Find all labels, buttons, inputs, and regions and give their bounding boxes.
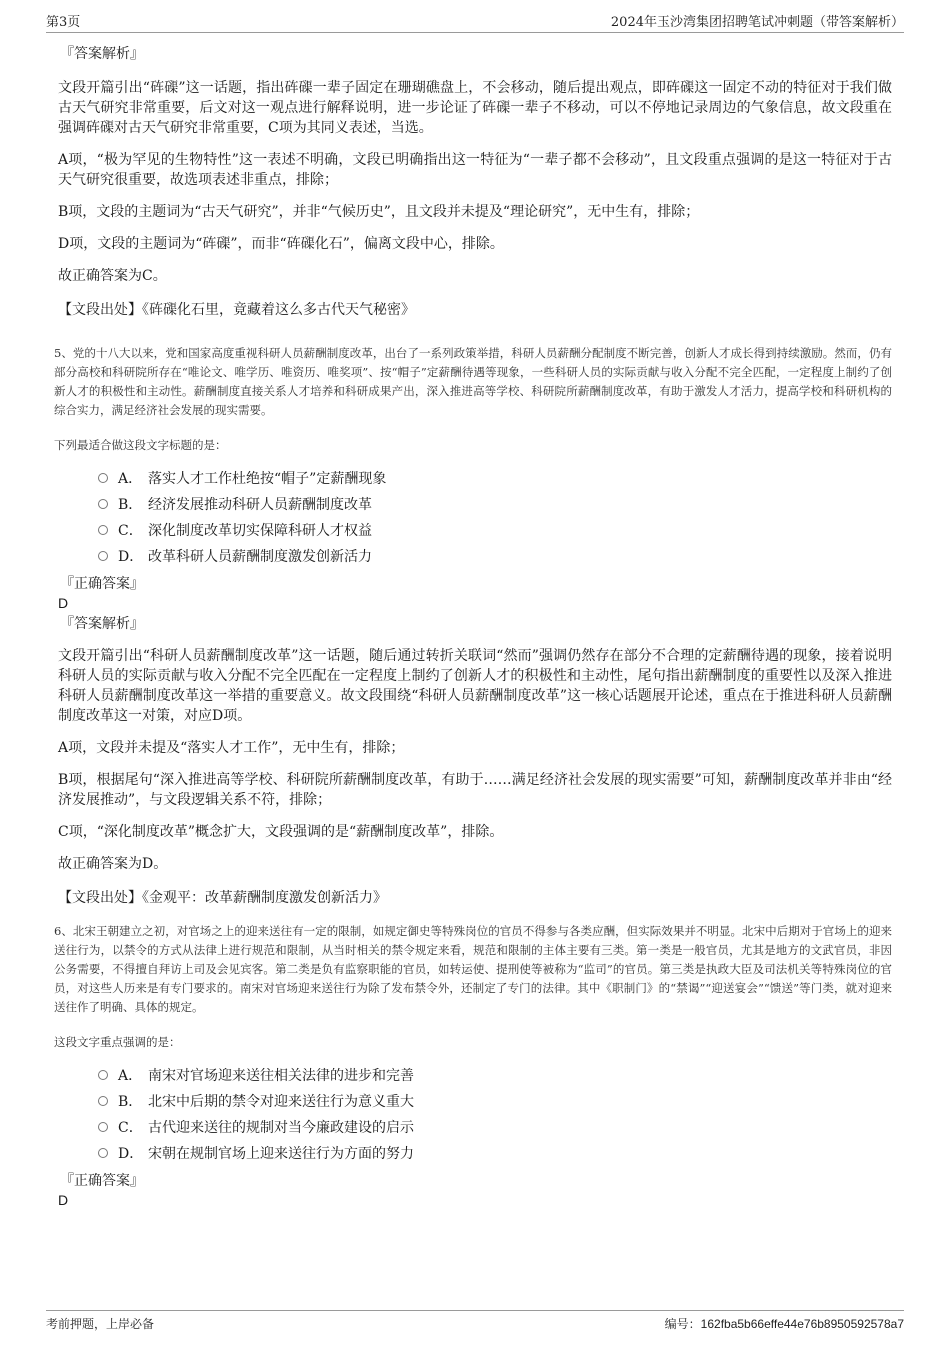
question-5	[54, 344, 892, 908]
page-content	[54, 44, 892, 1209]
radio-icon[interactable]	[98, 473, 108, 483]
source-citation: 【文段出处】《金观平：改革薪酬制度激发创新活力》	[58, 890, 387, 906]
option-c[interactable]: C． 古代迎来送往的规制对当今廉政建设的启示	[98, 1115, 892, 1141]
radio-icon[interactable]	[98, 1070, 108, 1080]
radio-icon[interactable]	[98, 1122, 108, 1132]
source-citation: 【文段出处】《砗磲化石里，竟藏着这么多古代天气秘密》	[58, 302, 415, 318]
question-text: 6、北宋王朝建立之初，对官场之上的迎来送往有一定的限制，如规定御史等特殊岗位的官员不得参与各类应酬，但实际效果并不明显。北宋中后期对于官场上的迎来送往行为，以禁令的方式从法律上进行规范和限制，从当时相关的禁令规定来看，规范和限制的主体主要有三类。第一类是一般官员，尤其是地方的文武官员，非因公务需要，不得擅自拜访上司及会见宾客。第二类是负有监察职能的官员，如转运使、提刑使等被称为“监司”的官员。第三类是执政大臣及司法机关等特殊岗位的官员，对这些人历来是有专门要求的。南宋对官场迎来送往行为除了发布禁令外，还制定了专门的法律。其中《职制门》的“禁谒”“迎送宴会”“馈送”等门类，就对迎来送往作了明确、具体的规定。	[54, 924, 892, 1014]
question-text: 5、党的十八大以来，党和国家高度重视科研人员薪酬制度改革，出台了一系列政策举措，科研人员薪酬分配制度不断完善，创新人才成长得到持续激励。然而，仍有部分高校和科研院所存在“唯论文、唯学历、唯资历、唯奖项”、按“帽子”定薪酬待遇等现象，一些科研人员的实际贡献与收入分配不完全匹配，一定程度上制约了创新人才的积极性和主动性。薪酬制度直接关系人才培养和科研成果产出，深入推进高等学校、科研院所薪酬制度改革，有助于激发人才活力，提高学校和科研机构的综合实力，满足经济社会发展的现实需要。	[54, 346, 892, 417]
option-d[interactable]: D． 宋朝在规制官场上迎来送往行为方面的努力	[98, 1141, 892, 1167]
radio-icon[interactable]	[98, 499, 108, 509]
question-6	[54, 922, 892, 1209]
question-prompt: 这段文字重点强调的是：	[54, 1035, 181, 1049]
question-prompt: 下列最适合做这段文字标题的是：	[54, 438, 227, 452]
code-value: 162fba5b66effe44e76b8950592578a7	[700, 1317, 904, 1331]
code-label: 编号：	[664, 1317, 701, 1331]
document-title: 2024年玉沙湾集团招聘笔试冲刺题（带答案解析）	[610, 15, 904, 30]
page-number: 第3页	[46, 15, 81, 30]
option-c[interactable]: C． 深化制度改革切实保障科研人才权益	[98, 518, 892, 544]
answer-label: 『正确答案』	[60, 1173, 144, 1189]
radio-icon[interactable]	[98, 525, 108, 535]
option-a[interactable]: A． 南宋对官场迎来送往相关法律的进步和完善	[98, 1063, 892, 1089]
option-d[interactable]: D． 改革科研人员薪酬制度激发创新活力	[98, 544, 892, 570]
analysis-paragraph: B项，根据尾句“深入推进高等学校、科研院所薪酬制度改革，有助于……满足经济社会发展的现实需要”可知，薪酬制度改革并非由“经济发展推动”，与文段逻辑关系不符，排除；	[58, 772, 892, 808]
option-b[interactable]: B． 北宋中后期的禁令对迎来送往行为意义重大	[98, 1089, 892, 1115]
analysis-paragraph: 文段开篇引出“砗磲”这一话题，指出砗磲一辈子固定在珊瑚礁盘上，不会移动，随后提出观点，即砗磲这一固定不动的特征对于我们做古天气研究非常重要，后文对这一观点进行解释说明，进一步论证了砗磲一辈子不移动，可以不停地记录周边的气象信息，故文段重在强调砗磲对古天气研究非常重要，C项为其同义表述，当选。	[58, 80, 892, 136]
radio-icon[interactable]	[98, 1148, 108, 1158]
analysis-paragraph: B项，文段的主题词为“古天气研究”，并非“气候历史”，且文段并未提及“理论研究”，无中生有，排除；	[58, 204, 700, 220]
option-list	[98, 1063, 892, 1167]
document-code	[665, 1314, 904, 1334]
answer-label: 『正确答案』	[60, 576, 144, 592]
page-footer	[46, 1310, 904, 1333]
analysis-paragraph: 文段开篇引出“科研人员薪酬制度改革”这一话题，随后通过转折关联词“然而”强调仍然存在部分不合理的定薪酬待遇的现象，接着说明科研人员的实际贡献与收入分配不完全匹配在一定程度上制约了创新人才的积极性和主动性，尾句指出薪酬制度的重要性以及深入推进科研人员薪酬制度改革这一举措的重要意义。故文段围绕“科研人员薪酬制度改革”这一核心话题展开论述，重点在于推进科研人员薪酬制度改革这一对策，对应D项。	[58, 648, 892, 724]
radio-icon[interactable]	[98, 551, 108, 561]
analysis-label: 『答案解析』	[60, 46, 144, 62]
analysis-paragraph: C项，“深化制度改革”概念扩大，文段强调的是“薪酬制度改革”，排除。	[58, 824, 504, 840]
correct-answer: D	[58, 595, 69, 611]
radio-icon[interactable]	[98, 1096, 108, 1106]
q4-analysis	[58, 44, 892, 320]
option-a[interactable]: A． 落实人才工作杜绝按“帽子”定薪酬现象	[98, 466, 892, 492]
analysis-paragraph: A项，“极为罕见的生物特性”这一表述不明确，文段已明确指出这一特征为“一辈子都不会移动”，且文段重点强调的是这一特征对于古天气研究很重要，故选项表述非重点，排除；	[58, 152, 892, 188]
option-b[interactable]: B． 经济发展推动科研人员薪酬制度改革	[98, 492, 892, 518]
analysis-conclusion: 故正确答案为D。	[58, 856, 168, 872]
footer-slogan: 考前押题，上岸必备	[46, 1317, 155, 1331]
correct-answer: D	[58, 1192, 69, 1208]
analysis-paragraph: D项，文段的主题词为“砗磲”，而非“砗磲化石”，偏离文段中心，排除。	[58, 236, 504, 252]
option-list	[98, 466, 892, 570]
analysis-label: 『答案解析』	[60, 616, 144, 632]
analysis-paragraph: A项，文段并未提及“落实人才工作”，无中生有，排除；	[58, 740, 405, 756]
page-header	[46, 14, 904, 33]
analysis-conclusion: 故正确答案为C。	[58, 268, 167, 284]
